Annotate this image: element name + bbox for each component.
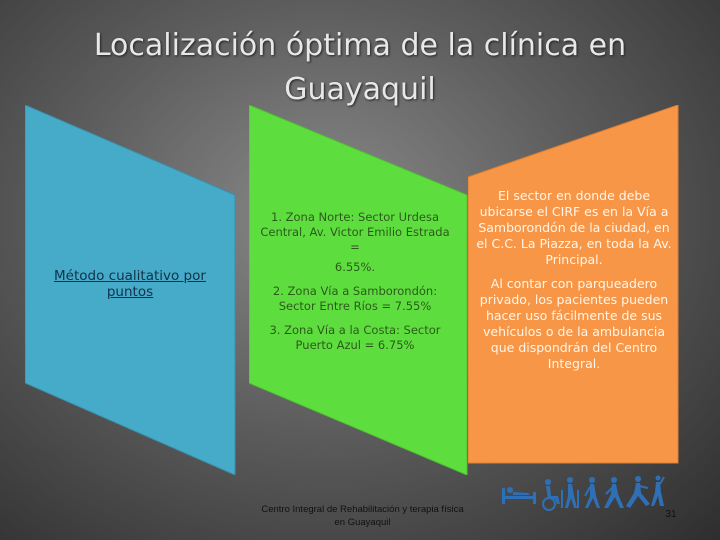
method-label: Método cualitativo por puntos bbox=[54, 268, 206, 300]
slide-title: Localización óptima de la clínica en Guayaquil bbox=[93, 28, 627, 107]
zone-item-3: 3. Zona Vía a la Costa: Sector Puerto Azul = 6.75% bbox=[269, 323, 441, 352]
conclusion-text bbox=[474, 188, 674, 380]
zones-list bbox=[255, 210, 455, 362]
footer-text: Centro Integral de Rehabilitación y terapia física en Guayaquil bbox=[261, 504, 464, 528]
page-number: 31 bbox=[665, 509, 677, 520]
rehabilitation-figures-icon bbox=[500, 474, 665, 514]
conclusion-paragraph-1: El sector en donde debe ubicarse el CIRF es en la Vía a Samborondón de la ciudad, en el C.C. La Piazza, en toda la Av. Principal. bbox=[476, 188, 672, 267]
zone-item-1: 1. Zona Norte: Sector Urdesa Central, Av. Victor Emilio Estrada bbox=[260, 210, 450, 239]
zone-item-1-equals: = bbox=[350, 240, 360, 254]
zone-item-1-value: 6.55%. bbox=[334, 260, 376, 274]
zone-item-2: 2. Zona Vía a Samborondón: Sector Entre Ríos = 7.55% bbox=[272, 284, 438, 313]
conclusion-paragraph-2: Al contar con parqueadero privado, los pacientes pueden hacer uso fácilmente de sus vehículos o de la ambulancia que dispondrán del Centro Integral. bbox=[479, 276, 669, 371]
